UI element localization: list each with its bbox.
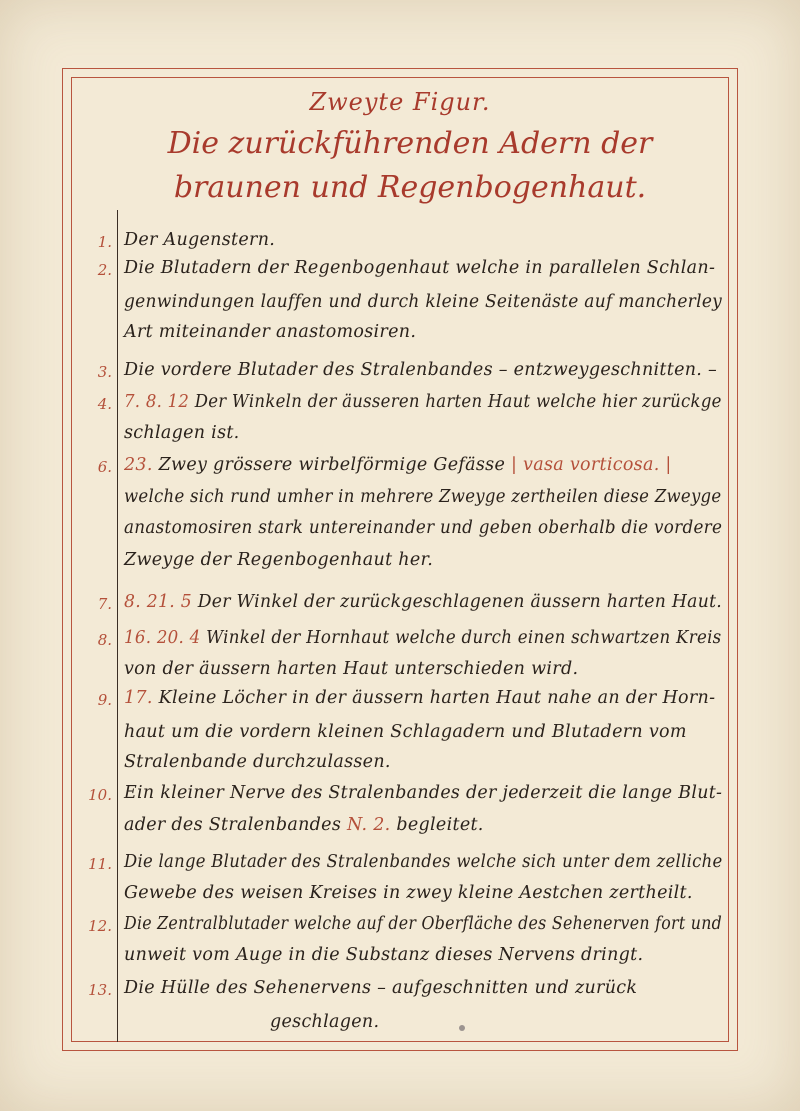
entry-text: Winkel der Hornhaut welche durch einen schwartzen Kreis	[206, 628, 722, 648]
entry-line	[124, 487, 721, 507]
entry-text: Der Augenstern.	[124, 230, 276, 250]
entry-line	[124, 945, 643, 965]
entry-text: Ein kleiner Nerve des Stralenbandes der jederzeit die lange Blut-	[124, 783, 723, 803]
entry-line	[124, 722, 687, 742]
entry-line	[124, 883, 693, 903]
entry-text: Der Winkeln der äusseren harten Haut welche hier zurückge	[194, 392, 722, 412]
page-title: Die zurückführenden Adern der braunen und Regenbogenhaut.	[167, 126, 653, 205]
entry-line	[124, 392, 722, 412]
entry-text: Stralenbande durchzulassen.	[124, 752, 391, 772]
entry-text: schlagen ist.	[124, 423, 240, 443]
figure-heading: Zweyte Figur.	[309, 88, 491, 116]
entry-line	[124, 230, 275, 250]
figure-reference: 16. 20. 4	[124, 628, 207, 648]
entry-text: haut um die vordern kleinen Schlagadern und Blutadern vom	[124, 722, 687, 742]
entry-text: von der äussern harten Haut unterschieden wird.	[124, 659, 579, 679]
entry-text: anastomosiren stark untereinander und geben oberhalb die vordere	[124, 518, 723, 538]
entry-line	[124, 592, 722, 612]
entry-text: Die Zentralblutader welche auf der Oberfläche des Sehenerven fort und	[124, 914, 723, 934]
entry-line	[270, 1012, 379, 1032]
entry-text: unweit vom Auge in die Substanz dieses Nervens dringt.	[124, 945, 644, 965]
entry-line	[124, 518, 722, 538]
figure-reference: 8. 21. 5	[124, 592, 198, 612]
entry-text: Zweyge der Regenbogenhaut her.	[124, 550, 434, 570]
entry-line	[124, 783, 722, 803]
latin-term: | vasa vorticosa. |	[505, 455, 672, 475]
entry-text: Die vordere Blutader des Stralenbandes – entzweygeschnitten. –	[124, 360, 718, 380]
entry-line	[124, 815, 484, 835]
entry-line	[124, 852, 723, 872]
entry-text: Gewebe des weisen Kreises in zwey kleine Aestchen zertheilt.	[124, 883, 693, 903]
entry-line	[124, 258, 715, 278]
figure-reference: 7. 8. 12	[124, 392, 195, 412]
entry-line	[124, 978, 637, 998]
figure-reference: 23.	[124, 455, 159, 475]
entry-text: Kleine Löcher in der äussern harten Haut nahe an der Horn-	[158, 688, 716, 708]
entry-text: Die lange Blutader des Stralenbandes welche sich unter dem zelliche	[124, 852, 723, 872]
entry-text: Art miteinander anastomosiren.	[124, 322, 417, 342]
entry-number: 10.	[88, 786, 112, 804]
entry-text: Zwey grössere wirbelförmige Gefässe	[158, 455, 506, 475]
entry-number: 1.	[97, 233, 112, 251]
entry-number: 8.	[97, 631, 112, 649]
entry-text: Der Winkel der zurückgeschlagenen äussern harten Haut.	[197, 592, 723, 612]
entry-line	[124, 423, 240, 443]
entry-line	[124, 688, 715, 708]
entry-number: 12.	[88, 917, 112, 935]
entry-text: begleitet.	[396, 815, 484, 835]
entry-number: 3.	[97, 363, 112, 381]
figure-reference: 17.	[124, 688, 159, 708]
entry-line	[124, 914, 722, 934]
entry-line	[124, 292, 722, 312]
entry-line	[124, 550, 433, 570]
ink-spot	[459, 1025, 465, 1031]
entry-line	[124, 628, 721, 648]
entry-text: welche sich rund umher in mehrere Zweyge zertheilen diese Zweyge	[124, 487, 722, 507]
entry-number: 4.	[97, 395, 112, 413]
entry-line	[124, 659, 578, 679]
entry-number: 7.	[97, 595, 112, 613]
entry-number: 9.	[97, 691, 112, 709]
entry-text: Die Hülle des Sehenervens – aufgeschnitten und zurück	[124, 978, 638, 998]
entry-number: 2.	[97, 261, 112, 279]
entry-text: Die Blutadern der Regenbogenhaut welche in parallelen Schlan-	[124, 258, 716, 278]
entry-number: 11.	[88, 855, 112, 873]
entry-line	[124, 455, 672, 475]
entry-text: geschlagen.	[270, 1012, 380, 1032]
entry-text: genwindungen lauffen und durch kleine Seitenäste auf mancherley	[124, 292, 723, 312]
entry-text: ader des Stralenbandes	[124, 815, 342, 835]
entry-number: 13.	[88, 981, 112, 999]
entry-line	[124, 322, 416, 342]
entry-line	[124, 360, 717, 380]
figure-reference: N. 2.	[341, 815, 397, 835]
entry-number: 6.	[97, 458, 112, 476]
entry-line	[124, 752, 391, 772]
